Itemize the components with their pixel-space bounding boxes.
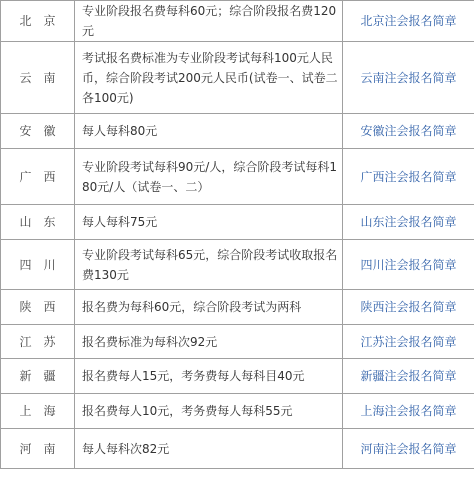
fee-description-cell: 每人每科次82元: [75, 429, 343, 469]
table-row: [1, 325, 474, 359]
registration-guide-link[interactable]: 云南注会报名简章: [343, 42, 474, 114]
fee-description-cell: 报名费每人15元，考务费每人每科目40元: [75, 359, 343, 394]
province-cell: 山东: [1, 205, 75, 240]
fee-description-cell: 报名费每人10元，考务费每人每科55元: [75, 394, 343, 429]
province-cell: 陕西: [1, 290, 75, 325]
province-cell: 河南: [1, 429, 75, 469]
province-cell: 广西: [1, 149, 75, 205]
registration-guide-link[interactable]: 四川注会报名简章: [343, 240, 474, 290]
table-row: [1, 114, 474, 149]
fee-description-cell: 报名费为每科60元，综合阶段考试为两科: [75, 290, 343, 325]
province-cell: 北京: [1, 1, 75, 42]
registration-guide-link[interactable]: 河南注会报名简章: [343, 429, 474, 469]
fee-description-cell: 报名费标准为每科次92元: [75, 325, 343, 359]
registration-guide-link[interactable]: 山东注会报名简章: [343, 205, 474, 240]
fee-description-cell: 每人每科75元: [75, 205, 343, 240]
fee-description-cell: 每人每科80元: [75, 114, 343, 149]
fee-description-cell: 专业阶段考试每科90元/人，综合阶段考试每科180元/人（试卷一、二）: [75, 149, 343, 205]
province-cell: 江苏: [1, 325, 75, 359]
registration-guide-link[interactable]: 新疆注会报名简章: [343, 359, 474, 394]
table-row: [1, 240, 474, 290]
table-row: [1, 1, 474, 42]
province-cell: 安徽: [1, 114, 75, 149]
table-row: [1, 42, 474, 114]
table-row: [1, 394, 474, 429]
table-row: [1, 359, 474, 394]
registration-guide-link[interactable]: 广西注会报名简章: [343, 149, 474, 205]
table-row: [1, 429, 474, 469]
registration-guide-link[interactable]: 上海注会报名简章: [343, 394, 474, 429]
fee-description-cell: 考试报名费标准为专业阶段考试每科100元人民币，综合阶段考试200元人民币(试卷一、试卷二各100元): [75, 42, 343, 114]
registration-guide-link[interactable]: 安徽注会报名简章: [343, 114, 474, 149]
table-row: [1, 290, 474, 325]
province-cell: 新疆: [1, 359, 75, 394]
province-cell: 上海: [1, 394, 75, 429]
fee-description-cell: 专业阶段报名费每科60元；综合阶段报名费120元: [75, 1, 343, 42]
province-cell: 四川: [1, 240, 75, 290]
registration-guide-link[interactable]: 江苏注会报名简章: [343, 325, 474, 359]
registration-guide-link[interactable]: 陕西注会报名简章: [343, 290, 474, 325]
table-row: [1, 149, 474, 205]
registration-guide-link[interactable]: 北京注会报名简章: [343, 1, 474, 42]
table-row: [1, 205, 474, 240]
fee-description-cell: 专业阶段考试每科65元，综合阶段考试收取报名费130元: [75, 240, 343, 290]
province-cell: 云南: [1, 42, 75, 114]
